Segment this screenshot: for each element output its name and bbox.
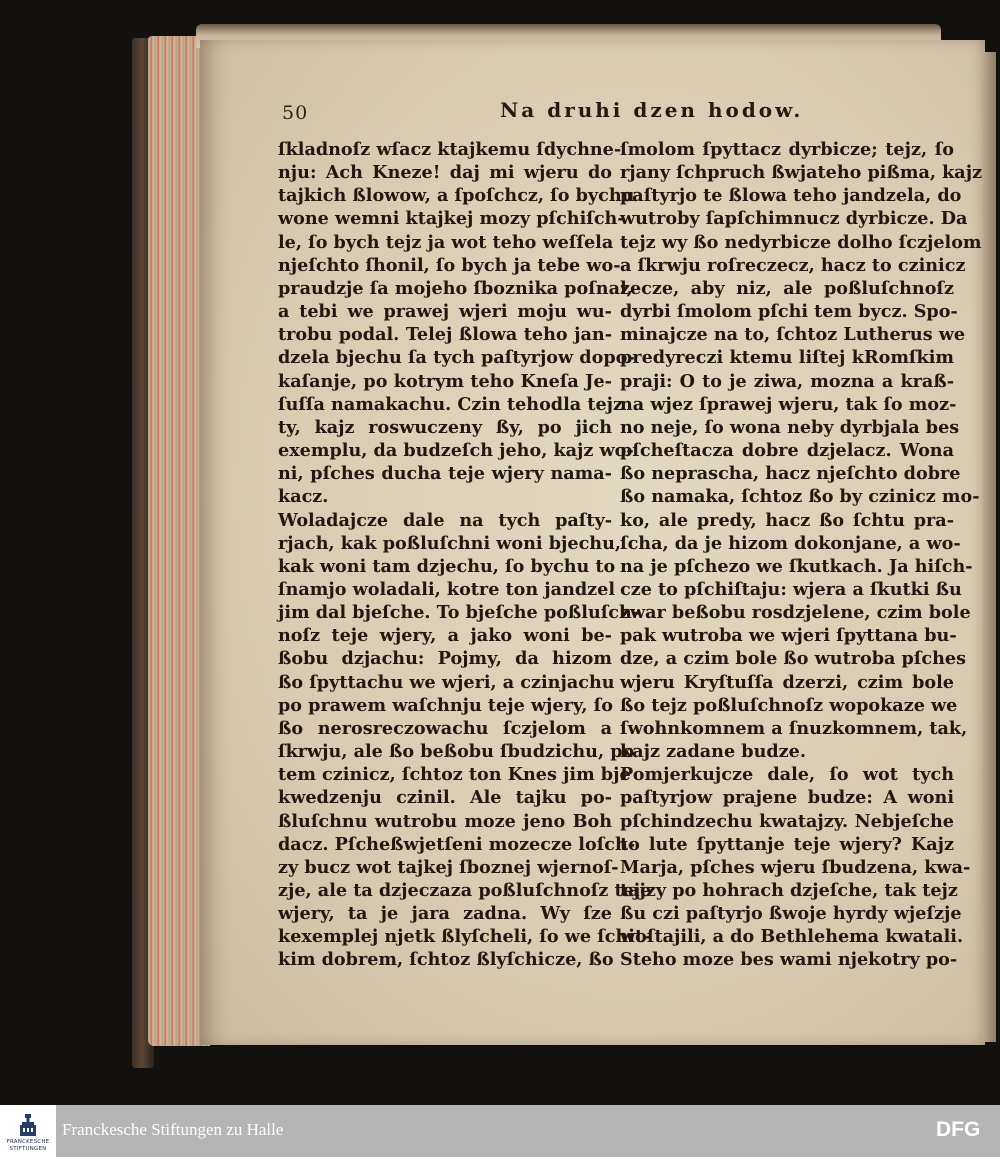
text-line: ßobu dzjachu: Pojmy, da hizom <box>278 648 612 670</box>
text-line: pak wutroba we wjeri ſpyttana bu- <box>620 625 957 647</box>
running-head: Na druhi dzen hodow. <box>500 98 804 122</box>
text-line: paſtyrjow prajene budze: A woni <box>620 787 954 809</box>
text-line: noſz teje wjery, a jako woni be- <box>278 625 612 647</box>
text-line: kajz zadane budze. <box>620 741 806 763</box>
institution-name[interactable]: Franckesche Stiftungen zu Halle <box>62 1120 284 1139</box>
text-line: ſcha, da je hizom dokonjane, a wo- <box>620 532 961 554</box>
text-line: ßluſchnu wutrobu moze jeno Boh <box>278 810 612 832</box>
text-line: kaſanje, po kotrym teho Kneſa Je- <box>278 370 612 392</box>
text-line: Woladajcze dale na tych paſty- <box>278 509 612 531</box>
page-number: 50 <box>282 102 309 124</box>
text-line: ko, ale predy, hacz ßo ſchtu pra- <box>620 509 954 531</box>
text-line: tajzy po hohrach dzjeſche, tak tejz <box>620 880 958 901</box>
text-line: exemplu, da budzeſch jeho, kajz wo- <box>278 440 634 462</box>
building-icon <box>19 1114 37 1136</box>
text-line: cze to pſchiſtaju: wjera a ſkutki ßu <box>620 578 962 600</box>
text-line: ni, pſches ducha teje wjery nama- <box>278 463 612 485</box>
text-column-right <box>620 138 983 972</box>
text-line: zy bucz wot tajkej ſboznej wjernoſ- <box>278 856 619 878</box>
text-line: kexemplej njetk ßlyſcheli, ſo we ſchit- <box>278 926 651 948</box>
text-line: ſkladnoſz wſacz ktajkemu ſdychne- <box>278 139 622 160</box>
text-line: kacz. <box>278 486 329 508</box>
text-line: ßo namaka, ſchtoz ßo by czinicz mo- <box>620 486 980 508</box>
text-line: Steho moze bes wami njekotry po- <box>620 949 958 971</box>
text-line: ſwohnkomnem a ſnuzkomnem, tak, <box>620 717 968 739</box>
text-line: dyrbi ſmolom pſchi tem bycz. Spo- <box>620 301 958 323</box>
text-line: jim dal bjeſche. To bjeſche poßluſch- <box>278 602 640 624</box>
text-line: kim dobrem, ſchtoz ßlyſchicze, ßo <box>278 949 614 971</box>
text-line: rjach, kak poßluſchni woni bjechu, <box>278 532 622 554</box>
viewer-footer <box>0 1105 1000 1157</box>
text-line: dze, a czim bole ßo wutroba pſches <box>620 648 967 670</box>
text-column-left <box>278 138 652 972</box>
text-line: trobu podal. Telej ßlowa teho jan- <box>278 324 612 346</box>
dfg-logo[interactable]: DFG <box>936 1118 981 1141</box>
text-line: kak woni tam dzjechu, ſo bychu to <box>278 555 616 577</box>
text-line: praji: O to je ziwa, mozna a kraß- <box>620 370 954 392</box>
text-line: wjery, ta je jara zadna. Wy ſze <box>278 903 612 925</box>
text-line: no neje, ſo wona neby dyrbjala bes <box>620 416 960 438</box>
text-line: tajkich ßlowow, a ſpoſchcz, ſo bychu <box>278 185 635 207</box>
text-line: paſtyrjo te ßlowa teho jandzela, do <box>620 185 962 207</box>
text-line: a tebi we prawej wjeri moju wu- <box>278 301 612 323</box>
text-line: nju: Ach Kneze! daj mi wjeru do <box>278 162 612 184</box>
text-line: zje, ale ta dzjeczaza poßluſchnoſz teje <box>278 880 652 901</box>
logo-caption <box>2 1139 54 1153</box>
text-line: ſuſſa namakachu. Czin tehodla tejz <box>278 393 623 415</box>
page-right-edge <box>982 52 996 1042</box>
text-line: le, ſo bych tejz ja wot teho weſſela <box>278 231 614 253</box>
text-line: pſchindzechu kwatajzy. Nebjeſche <box>620 810 954 832</box>
text-line: wone wemni ktajkej mozy pſchiſch- <box>278 208 625 230</box>
text-line: ſkrwju, ale ßo beßobu ſbudzichu, po <box>278 741 635 763</box>
text-line: kwedzenju czinil. Ale tajku po- <box>278 787 612 809</box>
text-line: njeſchto ſhonil, ſo bych ja tebe wo- <box>278 254 621 276</box>
book-page <box>200 40 985 1045</box>
institution-logo[interactable] <box>0 1105 56 1157</box>
text-line: na wjez ſprawej wjeru, tak ſo moz- <box>620 393 957 415</box>
text-line: tejz wy ßo nedyrbicze dolho ſczjelom <box>620 231 982 253</box>
text-line: na je pſchezo we ſkutkach. Ja hiſch- <box>620 555 973 577</box>
text-line: Marja, pſches wjeru ſbudzena, kwa- <box>620 856 971 878</box>
text-line: ßu czi paſtyrjo ßwoje hyrdy wjeſzje <box>620 903 962 925</box>
text-line: ßo nerosreczowachu ſczjelom a <box>278 717 612 739</box>
text-line: dzela bjechu ſa tych paſtyrjow dopo- <box>278 347 635 369</box>
text-line: minajcze na to, ſchtoz Lutherus we <box>620 324 966 346</box>
text-line: dacz. Pſcheßwjetſeni mozecze loſch- <box>278 833 636 855</box>
text-line: ty, kajz roswuczeny ßy, po jich <box>278 416 612 438</box>
text-line: zwar beßobu rosdzjelene, czim bole <box>620 602 971 624</box>
text-line: zecze, aby niz, ale poßluſchnoſz <box>620 277 954 299</box>
text-line: ſmolom ſpyttacz dyrbicze; tejz, ſo <box>620 139 954 160</box>
logo-caption-line2: STIFTUNGEN <box>9 1146 47 1152</box>
text-line: tem czinicz, ſchtoz ton Knes jim bje <box>278 764 631 786</box>
text-line: ßo ſpyttachu we wjeri, a czinjachu <box>278 671 615 693</box>
text-line: Pomjerkujcze dale, ſo wot tych <box>620 764 954 786</box>
text-line: to lute ſpyttanje teje wjery? Kajz <box>620 833 954 855</box>
text-line: ßo neprascha, hacz njeſchto dobre <box>620 463 961 485</box>
text-line: wutroby ſapſchimnucz dyrbicze. Da <box>620 208 968 230</box>
text-line: pſcheſtacza dobre dzjelacz. Wona <box>620 440 954 462</box>
text-line: woſtajili, a do Bethlehema kwatali. <box>620 926 964 948</box>
text-line: predyreczi ktemu liſtej kRomſkim <box>620 347 954 369</box>
text-line: wjeru Kryſtuſſa dzerzi, czim bole <box>620 671 954 693</box>
text-line: ſnamjo woladali, kotre ton jandzel <box>278 578 616 600</box>
text-line: praudzje ſa mojeho ſboznika poſnal, <box>278 277 633 299</box>
text-line: po prawem waſchnju teje wjery, ſo <box>278 694 613 716</box>
logo-caption-line1: FRANCKESCHE <box>6 1139 50 1145</box>
text-line: rjany ſchpruch ßwjateho pißma, kajz <box>620 162 983 184</box>
text-line: a ſkrwju roſreczecz, hacz to czinicz <box>620 254 966 276</box>
text-line: ßo tejz poßluſchnoſz wopokaze we <box>620 694 958 716</box>
